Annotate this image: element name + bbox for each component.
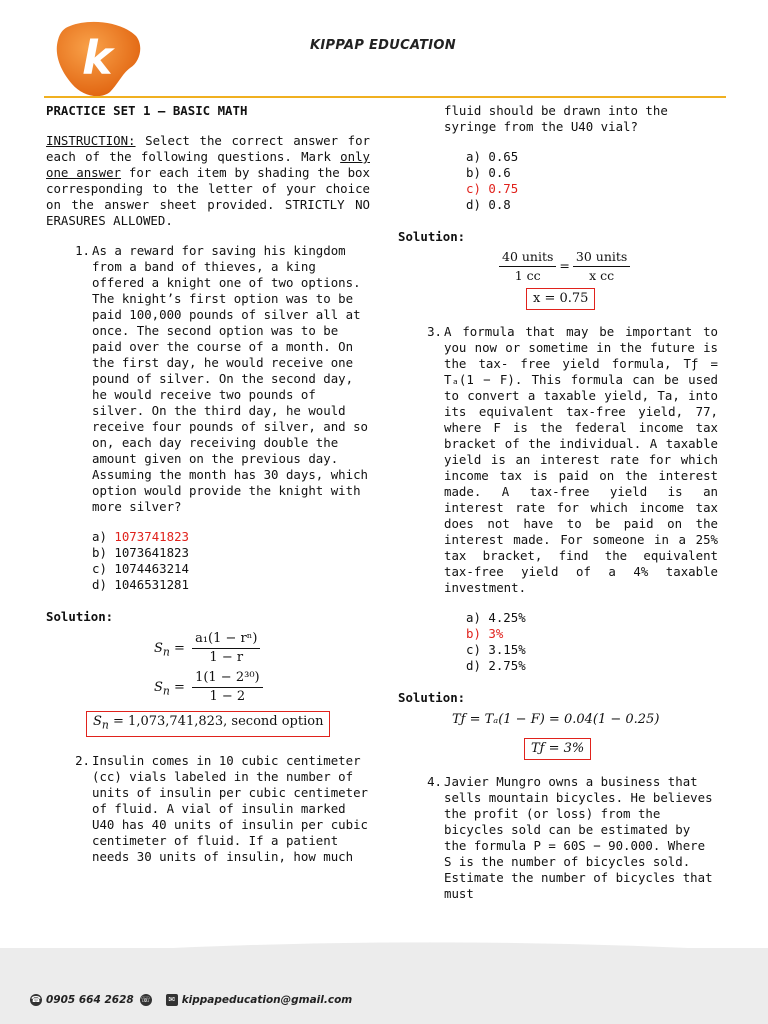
- options-list: [444, 610, 718, 674]
- solution-2-equation: $\frac{\text{40 units}}{1 cc}$ = $\frac{\text{30 units}}{\text{x cc}}$: [496, 249, 718, 284]
- brand-name: KIPPAP EDUCATION: [310, 38, 456, 53]
- solution-label: Solution:: [46, 609, 114, 624]
- solution-1-answer: $S_n = 1,073,741,823$, second option: [86, 711, 370, 737]
- solution-label: Solution:: [398, 229, 466, 244]
- question-text: Javier Mungro owns a business that sells mountain bicycles. He believes the profit (or loss) from the bicycles sold can be estimated by the formula P = 60S − 90.000. Where S is the number of bicycles sold. Estimate the number of bicycles that must: [444, 774, 713, 901]
- question-number: 3.: [427, 324, 442, 339]
- footer-phone: 0905 664 2628: [46, 994, 134, 1006]
- option-d: d) 0.8: [466, 197, 511, 212]
- option-c: c) 3.15%: [466, 642, 526, 657]
- question-2-continued: fluid should be drawn into the syringe from the U40 vial?: [444, 103, 668, 134]
- option-c-correct: c) 0.75: [466, 181, 519, 196]
- footer-contact: [30, 994, 352, 1006]
- option-a: a) 1073741823: [92, 529, 189, 544]
- option-b: b) 0.6: [466, 165, 511, 180]
- instruction-text-a: Select the correct answer for each of the following questions. Mark: [46, 133, 370, 164]
- solution-2-answer: x = 0.75: [526, 288, 718, 310]
- right-column: [398, 103, 718, 902]
- solution-3-answer: Tƒ = 3%: [524, 738, 718, 760]
- option-b-correct: b) 3%: [466, 626, 504, 641]
- solution-1-line-2: $S_n$ = $\frac{\text{1(1 − 2³⁰)}}{1 - 2}$: [154, 670, 370, 705]
- solution-label: Solution:: [398, 690, 466, 705]
- solution-3-formula: Tƒ = Tₐ(1 − F) = 0.04(1 − 0.25): [452, 712, 660, 727]
- instruction-text-b: for each item by shading the box corresponding to the letter of your choice on the answer sheet provided. STRICTLY NO ERASURES ALLOWED.: [46, 165, 370, 228]
- solution-1-line-1: $S_n$ = $\frac{\text{a₁(1 − rⁿ)}}{1 - r}$: [154, 631, 370, 666]
- logo-letter: k: [82, 31, 113, 85]
- option-a: a) 0.65: [466, 149, 519, 164]
- question-1: [46, 243, 370, 593]
- phone-icon: ☎: [31, 995, 41, 1004]
- options-list: [92, 529, 370, 593]
- kippap-logo: [52, 18, 144, 98]
- page-title: PRACTICE SET 1 – BASIC MATH: [46, 103, 248, 118]
- question-text: Insulin comes in 10 cubic centimeter (cc) vials labeled in the number of units of insulin per cubic centimeter of fluid. A vial of insulin marked U40 has 40 units of insulin per cubic centimeter of fluid. If a patient needs 30 units of insulin, how much: [92, 752, 369, 864]
- footer-email: kippapeducation@gmail.com: [181, 994, 353, 1006]
- option-c: c) 1074463214: [92, 561, 189, 576]
- header-rule: [44, 96, 726, 98]
- instruction-label: INSTRUCTION:: [46, 133, 136, 148]
- option-b: b) 1073641823: [92, 545, 189, 560]
- question-number: 1.: [75, 243, 90, 258]
- instruction-underlined: only one answer: [46, 149, 370, 180]
- option-a: a) 4.25%: [466, 610, 526, 625]
- email-icon: ✉: [166, 994, 178, 1006]
- question-text: A formula that may be important to you now or sometime in the future is the tax- free yield formula, Tƒ = Tₐ(1 − F). This formula can be used to convert a taxable yield, Ta, into its equivalent tax-free yield, 77, where F is the federal income tax bracket of the individual. A taxable yield is an interest rate for which income tax is paid on the interest made. A tax-free yield is an interest rate for which income tax does not have to be paid on the interest made. For someone in a 25% tax bracket, find the equivalent tax-free yield of a 4% taxable investment.: [444, 324, 718, 595]
- instruction: [46, 133, 370, 229]
- left-column: [46, 103, 370, 865]
- question-text: As a reward for saving his kingdom from a band of thieves, a king offered a knight one of two options. The knight’s first option was to be paid 100,000 pounds of silver all at once. The second option was to be paid over the course of a month. On the first day, he would receive one pound of silver. On the second day, he would receive two pounds of silver. On the third day, he would receive four pounds of silver, and so on, each day receiving double the amount given on the previous day. Assuming the month has 30 days, which option would provide the knight with more silver?: [92, 243, 369, 514]
- footer-band: [0, 948, 768, 1024]
- viber-icon: ☏: [140, 995, 151, 1004]
- question-number: 4.: [427, 774, 442, 789]
- question-4: [398, 774, 718, 902]
- question-3: [398, 324, 718, 674]
- question-2: [46, 753, 370, 865]
- option-d: d) 2.75%: [466, 658, 526, 673]
- option-d: d) 1046531281: [92, 577, 189, 592]
- options-list: [398, 149, 718, 213]
- correct-answer: 1073741823: [114, 529, 189, 544]
- question-number: 2.: [75, 752, 90, 768]
